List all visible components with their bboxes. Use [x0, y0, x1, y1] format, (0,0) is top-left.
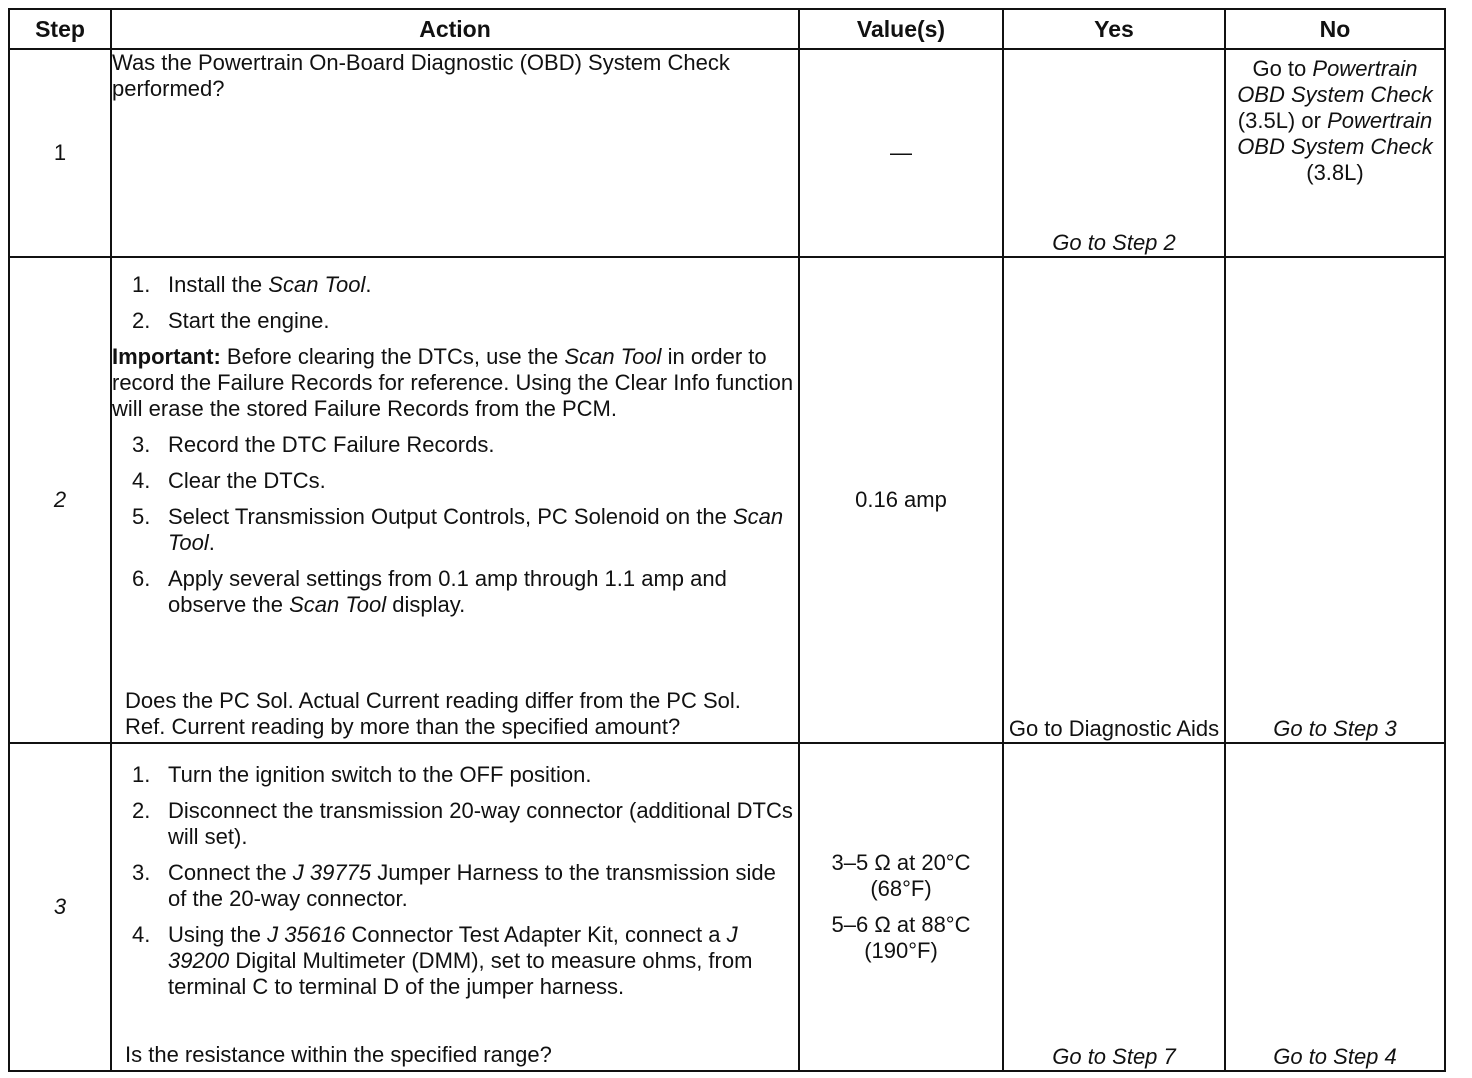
no-link[interactable]: Go to Step 3 — [1225, 257, 1445, 743]
action-cell — [111, 743, 799, 1071]
yes-link[interactable]: Go to Step 2 — [1003, 49, 1225, 257]
yes-link[interactable]: Go to Step 7 — [1003, 743, 1225, 1071]
header-row — [9, 9, 1445, 49]
diagnostic-table — [8, 8, 1446, 1072]
list-item: 1. Turn the ignition switch to the OFF position. — [132, 762, 592, 787]
table-row-step-3 — [9, 743, 1445, 1071]
action-steps — [112, 272, 798, 334]
no-link[interactable]: Go to Powertrain OBD System Check (3.5L) or Powertrain OBD System Check (3.8L) — [1225, 49, 1445, 257]
list-item: 6. Apply several settings from 0.1 amp through 1.1 amp and observe the Scan Tool display. — [132, 566, 727, 617]
header-yes: Yes — [1003, 9, 1225, 49]
table-row-step-1 — [9, 49, 1445, 257]
no-link[interactable]: Go to Step 4 — [1225, 743, 1445, 1071]
value-cell: 0.16 amp — [799, 257, 1003, 743]
action-steps — [112, 762, 798, 1000]
value-cell — [799, 743, 1003, 1071]
action-steps — [112, 432, 798, 618]
value-range-2: 5–6 Ω at 88°C (190°F) — [831, 912, 971, 963]
header-step: Step — [9, 9, 111, 49]
action-cell — [111, 49, 799, 257]
table-row-step-2 — [9, 257, 1445, 743]
list-item: 4. Using the J 35616 Connector Test Adapter Kit, connect a J 39200 Digital Multimeter (DMM), set to measure ohms, from terminal C to terminal D of the jumper harness. — [132, 922, 753, 999]
header-no: No — [1225, 9, 1445, 49]
value-range-1: 3–5 Ω at 20°C (68°F) — [831, 850, 971, 901]
list-item: 3. Connect the J 39775 Jumper Harness to the transmission side of the 20-way connector. — [132, 860, 776, 911]
list-item: 3. Record the DTC Failure Records. — [132, 432, 495, 457]
step-number: 3 — [9, 743, 111, 1071]
list-item: 1. Install the Scan Tool. — [132, 272, 372, 297]
header-values: Value(s) — [799, 9, 1003, 49]
action-question: Was the Powertrain On-Board Diagnostic (OBD) System Check performed? — [112, 50, 730, 101]
value-cell: — — [799, 49, 1003, 257]
important-note: Important: Before clearing the DTCs, use the Scan Tool in order to record the Failure Records for reference. Using the Clear Info function will erase the stored Failure Records from the PCM. — [112, 344, 794, 421]
list-item: 4. Clear the DTCs. — [132, 468, 326, 493]
action-question: Is the resistance within the specified range? — [125, 1042, 552, 1067]
yes-link[interactable]: Go to Diagnostic Aids — [1003, 257, 1225, 743]
header-action: Action — [111, 9, 799, 49]
action-question: Does the PC Sol. Actual Current reading differ from the PC Sol. Ref. Current reading by more than the specified amount? — [125, 688, 741, 739]
list-item: 2. Start the engine. — [132, 308, 330, 333]
action-cell — [111, 257, 799, 743]
step-number: 1 — [9, 49, 111, 257]
list-item: 2. Disconnect the transmission 20-way connector (additional DTCs will set). — [132, 798, 793, 849]
step-number: 2 — [9, 257, 111, 743]
list-item: 5. Select Transmission Output Controls, PC Solenoid on the Scan Tool. — [132, 504, 784, 555]
